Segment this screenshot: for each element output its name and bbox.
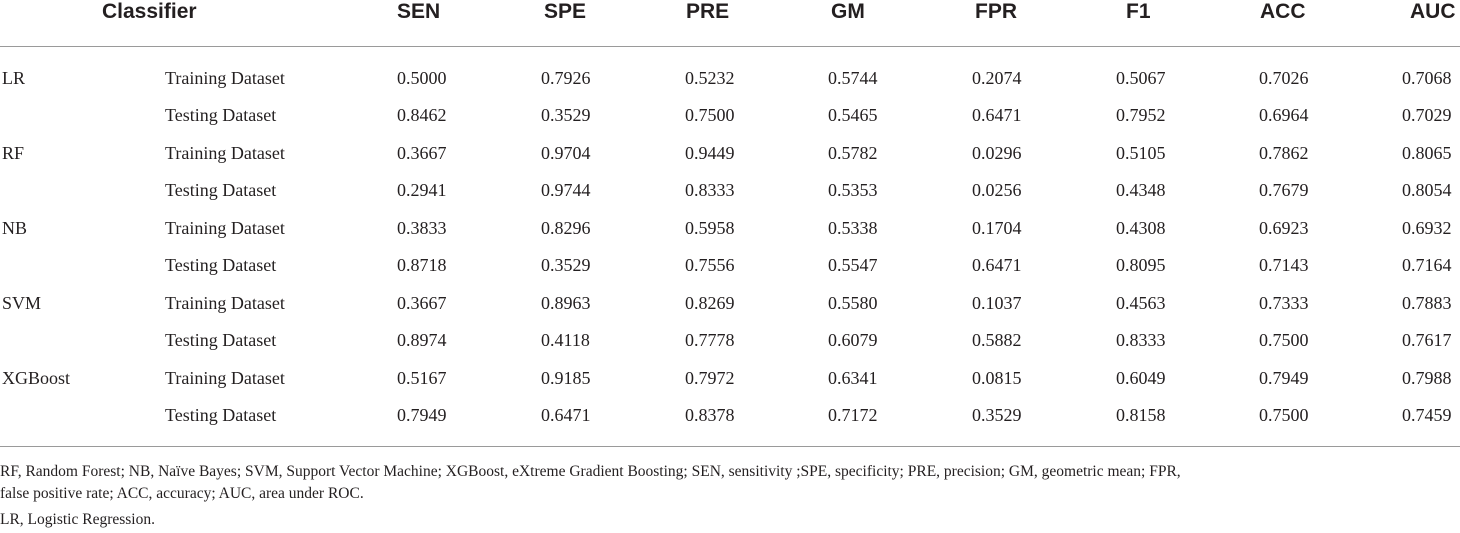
f1-value-cell: 0.8095 <box>1116 255 1166 275</box>
dataset-cell: Testing Dataset <box>165 105 277 125</box>
fpr-value-cell: 0.1037 <box>972 293 1022 313</box>
gm-value-cell: 0.6079 <box>828 330 878 350</box>
dataset-cell: Training Dataset <box>165 368 285 388</box>
acc-value-cell: 0.7333 <box>1259 293 1309 313</box>
sen-value-cell: 0.5000 <box>397 68 447 88</box>
dataset-cell: Training Dataset <box>165 218 285 238</box>
acc-value-cell: 0.7500 <box>1259 330 1309 350</box>
spe-value-cell: 0.8296 <box>541 218 591 238</box>
gm-value-cell: 0.5547 <box>828 255 878 275</box>
sen-value-cell: 0.8974 <box>397 330 447 350</box>
spe-value-cell: 0.9185 <box>541 368 591 388</box>
sen-value-cell: 0.3667 <box>397 143 447 163</box>
auc-value-cell: 0.6932 <box>1402 218 1452 238</box>
pre-value-cell: 0.8378 <box>685 405 735 425</box>
auc-value-cell: 0.7164 <box>1402 255 1452 275</box>
dataset-cell: Testing Dataset <box>165 180 277 200</box>
gm-value-cell: 0.5465 <box>828 105 878 125</box>
f1-value-cell: 0.6049 <box>1116 368 1166 388</box>
table-row <box>0 328 1460 365</box>
table-row <box>0 291 1460 328</box>
fpr-value-cell: 0.0296 <box>972 143 1022 163</box>
fpr-value-cell: 0.0815 <box>972 368 1022 388</box>
gm-value-cell: 0.6341 <box>828 368 878 388</box>
spe-value-cell: 0.8963 <box>541 293 591 313</box>
f1-value-cell: 0.8158 <box>1116 405 1166 425</box>
header-f1: F1 <box>1126 0 1151 23</box>
f1-value-cell: 0.4563 <box>1116 293 1166 313</box>
fpr-value-cell: 0.6471 <box>972 255 1022 275</box>
sen-value-cell: 0.3667 <box>397 293 447 313</box>
gm-value-cell: 0.5353 <box>828 180 878 200</box>
spe-value-cell: 0.6471 <box>541 405 591 425</box>
dataset-cell: Testing Dataset <box>165 255 277 275</box>
auc-value-cell: 0.8054 <box>1402 180 1452 200</box>
dataset-cell: Training Dataset <box>165 143 285 163</box>
pre-value-cell: 0.7500 <box>685 105 735 125</box>
fpr-value-cell: 0.5882 <box>972 330 1022 350</box>
auc-value-cell: 0.7459 <box>1402 405 1452 425</box>
header-acc: ACC <box>1260 0 1306 23</box>
fpr-value-cell: 0.3529 <box>972 405 1022 425</box>
f1-value-cell: 0.4348 <box>1116 180 1166 200</box>
gm-value-cell: 0.5580 <box>828 293 878 313</box>
fpr-value-cell: 0.1704 <box>972 218 1022 238</box>
spe-value-cell: 0.7926 <box>541 68 591 88</box>
table-row <box>0 103 1460 140</box>
auc-value-cell: 0.7617 <box>1402 330 1452 350</box>
pre-value-cell: 0.5958 <box>685 218 735 238</box>
acc-value-cell: 0.7143 <box>1259 255 1309 275</box>
classifier-cell: LR <box>2 68 26 88</box>
acc-value-cell: 0.7500 <box>1259 405 1309 425</box>
auc-value-cell: 0.8065 <box>1402 143 1452 163</box>
table-row <box>0 253 1460 290</box>
spe-value-cell: 0.3529 <box>541 105 591 125</box>
footnote-abbreviations-cont: false positive rate; ACC, accuracy; AUC, area under ROC. <box>0 485 364 502</box>
header-rule <box>0 46 1460 47</box>
spe-value-cell: 0.9744 <box>541 180 591 200</box>
gm-value-cell: 0.5338 <box>828 218 878 238</box>
sen-value-cell: 0.7949 <box>397 405 447 425</box>
f1-value-cell: 0.5105 <box>1116 143 1166 163</box>
header-sen: SEN <box>397 0 441 23</box>
sen-value-cell: 0.8462 <box>397 105 447 125</box>
table-row <box>0 66 1460 103</box>
classifier-cell: RF <box>2 143 25 163</box>
auc-value-cell: 0.7029 <box>1402 105 1452 125</box>
sen-value-cell: 0.2941 <box>397 180 447 200</box>
sen-value-cell: 0.8718 <box>397 255 447 275</box>
acc-value-cell: 0.6923 <box>1259 218 1309 238</box>
acc-value-cell: 0.6964 <box>1259 105 1309 125</box>
pre-value-cell: 0.8269 <box>685 293 735 313</box>
header-fpr: FPR <box>975 0 1017 23</box>
fpr-value-cell: 0.2074 <box>972 68 1022 88</box>
table-row <box>0 178 1460 215</box>
f1-value-cell: 0.8333 <box>1116 330 1166 350</box>
dataset-cell: Testing Dataset <box>165 330 277 350</box>
pre-value-cell: 0.5232 <box>685 68 735 88</box>
acc-value-cell: 0.7026 <box>1259 68 1309 88</box>
pre-value-cell: 0.7778 <box>685 330 735 350</box>
table-row <box>0 366 1460 403</box>
table-row <box>0 141 1460 178</box>
sen-value-cell: 0.5167 <box>397 368 447 388</box>
pre-value-cell: 0.7972 <box>685 368 735 388</box>
footnote-lr: LR, Logistic Regression. <box>0 511 155 528</box>
auc-value-cell: 0.7883 <box>1402 293 1452 313</box>
spe-value-cell: 0.9704 <box>541 143 591 163</box>
table-row <box>0 216 1460 253</box>
auc-value-cell: 0.7988 <box>1402 368 1452 388</box>
pre-value-cell: 0.9449 <box>685 143 735 163</box>
sen-value-cell: 0.3833 <box>397 218 447 238</box>
auc-value-cell: 0.7068 <box>1402 68 1452 88</box>
gm-value-cell: 0.5744 <box>828 68 878 88</box>
gm-value-cell: 0.5782 <box>828 143 878 163</box>
classifier-cell: NB <box>2 218 28 238</box>
acc-value-cell: 0.7949 <box>1259 368 1309 388</box>
f1-value-cell: 0.7952 <box>1116 105 1166 125</box>
header-auc: AUC <box>1410 0 1456 23</box>
f1-value-cell: 0.5067 <box>1116 68 1166 88</box>
fpr-value-cell: 0.6471 <box>972 105 1022 125</box>
dataset-cell: Training Dataset <box>165 293 285 313</box>
header-gm: GM <box>831 0 865 23</box>
spe-value-cell: 0.4118 <box>541 330 590 350</box>
table-row <box>0 403 1460 440</box>
header-classifier: Classifier <box>102 0 197 23</box>
acc-value-cell: 0.7862 <box>1259 143 1309 163</box>
pre-value-cell: 0.8333 <box>685 180 735 200</box>
gm-value-cell: 0.7172 <box>828 405 878 425</box>
spe-value-cell: 0.3529 <box>541 255 591 275</box>
f1-value-cell: 0.4308 <box>1116 218 1166 238</box>
footer-rule <box>0 446 1460 447</box>
header-pre: PRE <box>686 0 730 23</box>
fpr-value-cell: 0.0256 <box>972 180 1022 200</box>
header-spe: SPE <box>544 0 587 23</box>
dataset-cell: Training Dataset <box>165 68 285 88</box>
classifier-cell: SVM <box>2 293 42 313</box>
acc-value-cell: 0.7679 <box>1259 180 1309 200</box>
footnote-abbreviations: RF, Random Forest; NB, Naïve Bayes; SVM, Support Vector Machine; XGBoost, eXtreme Gradient Boosting; SEN, sensitivity ;SPE, specificity; PRE, precision; GM, geometric mean; FPR, <box>0 463 1181 480</box>
pre-value-cell: 0.7556 <box>685 255 735 275</box>
dataset-cell: Testing Dataset <box>165 405 277 425</box>
classifier-cell: XGBoost <box>2 368 71 388</box>
